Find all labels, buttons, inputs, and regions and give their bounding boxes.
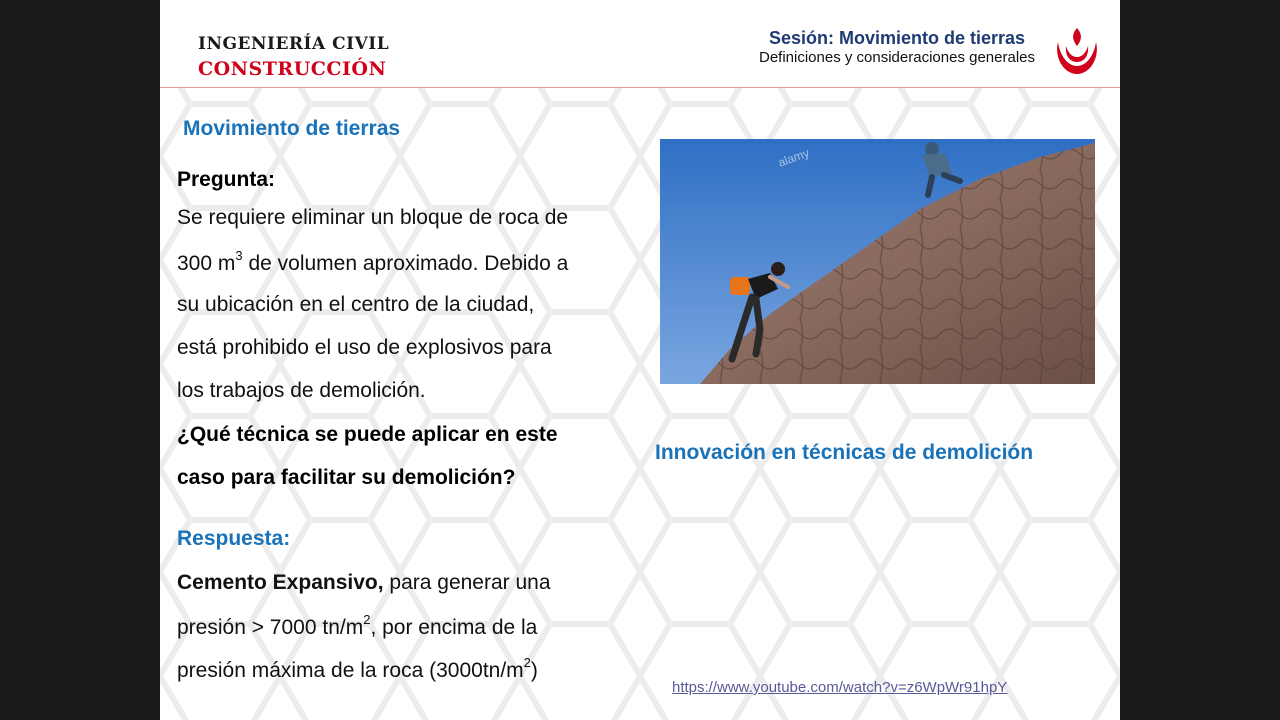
photo-watermark: alamy <box>776 145 812 170</box>
answer-line-2: presión > 7000 $tn/m^2$, por encima de la <box>177 612 538 639</box>
session-subtitle: Definiciones y consideraciones generales <box>759 49 1035 66</box>
header-divider <box>160 87 1120 88</box>
section-title: Movimiento de tierras <box>183 117 401 140</box>
question-label: Pregunta: <box>177 168 276 191</box>
session-title: Sesión: Movimiento de tierras <box>768 28 1025 48</box>
question-bold-line-2: caso para facilitar su demolición? <box>177 466 516 489</box>
brand-line-1: INGENIERÍA CIVIL <box>198 34 390 54</box>
answer-label: Respuesta: <box>177 527 291 550</box>
rock-climbers-photo <box>660 139 1095 384</box>
brand-line-2: CONSTRUCCIÓN <box>198 58 387 80</box>
youtube-link[interactable]: https://www.youtube.com/watch?v=z6WpWr91hpY <box>672 679 1008 696</box>
slide <box>160 0 1120 720</box>
video-caption: Innovación en técnicas de demolición <box>655 441 1034 464</box>
question-line-1: Se requiere eliminar un bloque de roca de <box>177 206 569 229</box>
answer-line-3: presión máxima de la roca $(3000tn/m^2)$ <box>177 655 538 682</box>
answer-line-1: Cemento Expansivo, para generar una <box>177 571 551 594</box>
slide-header <box>160 0 1120 88</box>
question-bold-line-1: ¿Qué técnica se puede aplicar en este <box>177 423 558 446</box>
question-line-5: los trabajos de demolición. <box>177 379 426 402</box>
question-line-4: está prohibido el uso de explosivos para <box>177 336 552 359</box>
upc-flame-logo-icon <box>1048 22 1106 80</box>
question-line-2: 300 $m^3$ de volumen aproximado. Debido a <box>177 248 569 275</box>
question-line-3: su ubicación en el centro de la ciudad, <box>177 293 535 316</box>
